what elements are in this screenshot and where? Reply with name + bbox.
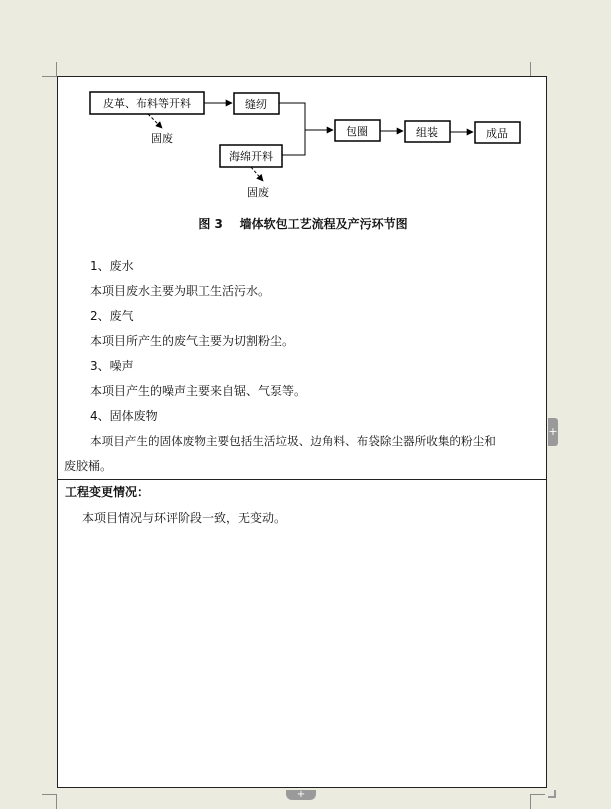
arrow-cut-to-waste <box>148 114 162 128</box>
resize-grip-icon[interactable] <box>548 790 556 798</box>
plus-icon: + <box>548 425 558 438</box>
change-section-title: 工程变更情况： <box>65 485 150 499</box>
table-divider <box>58 479 546 480</box>
node-waste2-label: 固废 <box>247 186 269 199</box>
process-flow-diagram <box>86 79 531 205</box>
change-section-text: 本项目情况与环评阶段一致，无变动。 <box>82 511 287 525</box>
expand-side-tab[interactable] <box>548 418 558 446</box>
heading-noise: 3、噪声 <box>90 359 134 373</box>
paragraph-solid-waste-line1: 本项目产生的固体废物主要包括生活垃圾、边角料、布袋除尘器所收集的粉尘和 <box>90 434 496 448</box>
node-sewing-label: 缝纫 <box>245 98 267 111</box>
paragraph-solid-waste-line2: 废胶桶。 <box>64 459 113 473</box>
add-row-tab[interactable] <box>286 790 316 800</box>
node-wrap-label: 包圈 <box>346 125 368 138</box>
heading-solid-waste: 4、固体废物 <box>90 409 158 423</box>
heading-exhaust-gas: 2、废气 <box>90 309 134 323</box>
figure-caption: 图 3 墙体软包工艺流程及产污环节图 <box>198 217 408 231</box>
node-waste1-label: 固废 <box>151 132 173 145</box>
connector-sewing <box>279 103 305 155</box>
document-page <box>57 76 547 788</box>
paragraph-wastewater: 本项目废水主要为职工生活污水。 <box>90 284 271 298</box>
plus-icon: + <box>296 789 306 800</box>
node-sponge-label: 海绵开料 <box>229 150 273 163</box>
paragraph-noise: 本项目产生的噪声主要来自锯、气泵等。 <box>90 384 307 398</box>
paragraph-exhaust-gas: 本项目所产生的废气主要为切割粉尘。 <box>90 334 295 348</box>
node-cut-leather-label: 皮革、布料等开料 <box>103 97 191 110</box>
heading-wastewater: 1、废水 <box>90 259 134 273</box>
arrow-sponge-to-waste <box>251 167 263 181</box>
node-product-label: 成品 <box>486 127 508 140</box>
crop-mark-bottom-right <box>530 794 545 809</box>
crop-mark-bottom-left <box>42 794 57 809</box>
crop-mark-top-right <box>530 62 545 77</box>
node-assemble-label: 组装 <box>416 126 438 139</box>
crop-mark-top-left <box>42 62 57 77</box>
